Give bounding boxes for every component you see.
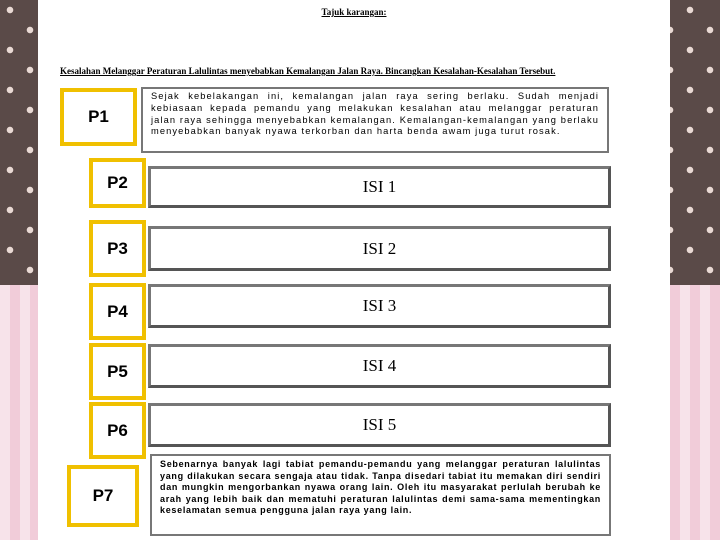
essay-question: Kesalahan Melanggar Peraturan Lalulintas menyebabkan Kemalangan Jalan Raya. Bincangkan Kesalahan-Kesalahan Tersebut. [60,66,556,76]
paragraph-label-p1: P1 [60,88,137,146]
paragraph-label-p2: P2 [89,158,146,208]
isi-box-1: ISI 1 [148,166,611,208]
conclusion-text-box: Sebenarnya banyak lagi tabiat pemandu-pemandu yang melanggar peraturan lalulintas yang dilakukan secara sengaja atau tidak. Tanpa disedari tabiat itu memakan diri sendiri dan mungkin mengorbankan nyawa orang lain. Oleh itu masyarakat perlulah berubah ke arah yang lebih baik dan mematuhi peraturan lalulintas demi sama-sama mementingkan keselamatan semua pengguna jalan raya yang lain. [150,454,611,536]
paragraph-label-p4: P4 [89,283,146,340]
paragraph-label-p6: P6 [89,402,146,459]
slide-page [38,0,670,540]
paragraph-label-p7: P7 [67,465,139,527]
isi-box-2: ISI 2 [148,226,611,271]
isi-box-5: ISI 5 [148,403,611,447]
page-title: Tajuk karangan: [321,7,387,17]
intro-text-box: Sejak kebelakangan ini, kemalangan jalan raya sering berlaku. Sudah menjadi kebiasaan kepada pemandu yang melakukan kesalahan atau melanggar peraturan jalan raya sehingga menyebabkan kemalangan. Kemalangan-kemalangan yang berlaku menyebabkan banyak nyawa terkorban dan harta benda awam juga turut rosak. [141,87,609,153]
isi-box-4: ISI 4 [148,344,611,388]
isi-box-3: ISI 3 [148,284,611,328]
paragraph-label-p5: P5 [89,343,146,400]
paragraph-label-p3: P3 [89,220,146,277]
